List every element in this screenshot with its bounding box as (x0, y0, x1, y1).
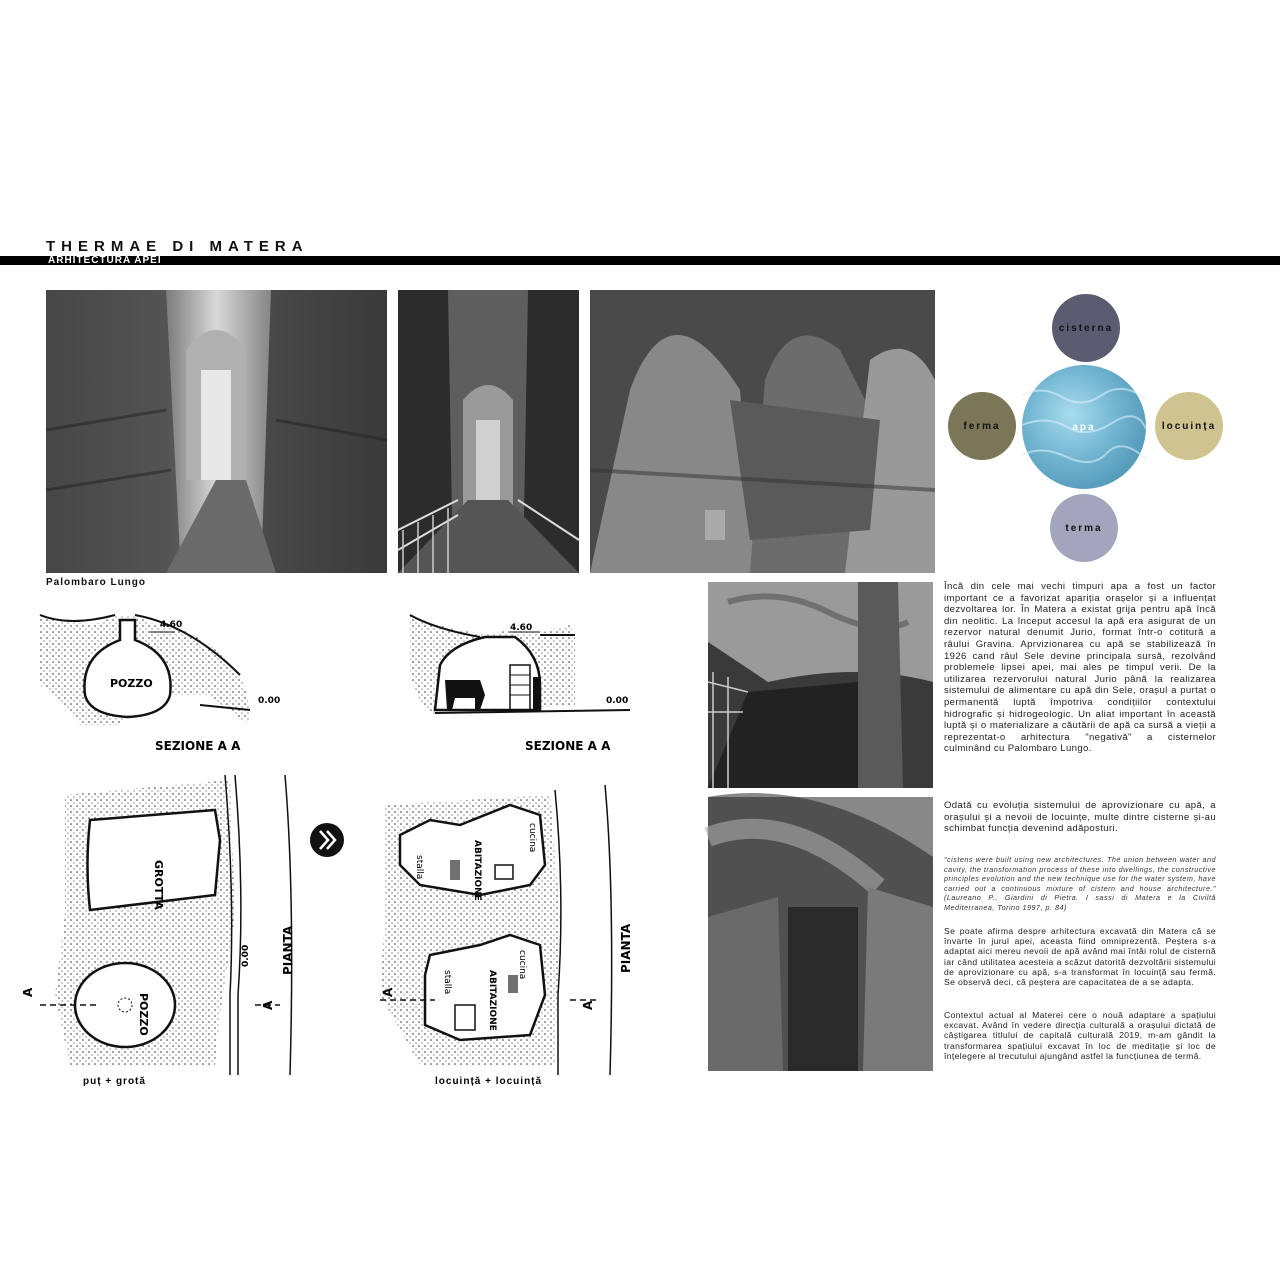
cistern-photo-2 (398, 290, 579, 573)
pozzo-label: POZZO (110, 677, 153, 690)
elev-left-bottom: 0.00 (258, 696, 281, 706)
abitazione-label-bottom: ABITAZIONE (487, 970, 497, 1031)
section-label-left: SEZIONE A A (155, 739, 241, 753)
page-subtitle: ARHITECTURA APEI (48, 255, 162, 266)
caption-right: locuință + locuință (435, 1076, 543, 1087)
diagram-label-terma: terma (1065, 522, 1103, 534)
cucina-label-bottom: cucina (517, 950, 527, 980)
text-paragraph-1: Încă din cele mai vechi timpuri apa a fost un factor important ce a favorizat apariția orașelor și a influențat dezvoltarea lor. În Matera a existat grija pentru apă încă din neolitic. La început accesul la apă era asigurat de un rezervor natural denumit Jurio, format într-o cotitură a râului Gravina. Aprvizionarea cu apă se stabilizează în 1926 cand râul Sele devine principala sursă, rezolvând problemele lipsei apei, mai ales pe timpul verii. De la utilizarea rezervorului natural Jurio până la realizarea sistemului de alimentare cu apă din Sele, orașul a purtat o permanentă luptă împotriva condițiilor contextului hidrografic și hidrogeologic. Un aliat important în această luptă și o materializare a căutării de apă ca sursă a vieții a reprezentat-o arhitectura "negativă" a cisternelor culminând cu Palombaro Lungo. (944, 581, 1216, 755)
cucina-label-top: cucina (527, 823, 537, 853)
diagram-circle-cisterna (1052, 294, 1120, 362)
section-left (40, 615, 250, 725)
a-label-left-2: A (261, 1000, 275, 1010)
diagram-label-cisterna: cisterna (1058, 322, 1114, 334)
plan-right (380, 785, 612, 1075)
header-bar (0, 256, 1280, 265)
elev-right-top: 4.60 (510, 623, 533, 633)
grotta-label: GROTTA (152, 860, 165, 910)
elev-right-bottom: 0.00 (606, 696, 629, 706)
text-paragraph-3: Se poate afirma despre arhitectura excavată din Matera că se învarte în jurul apei, aceasta fiind omniprezentă. Peștera s-a adaptat aici mereu nevoii de apă având mai întâi rolul de cisternă iar când utilitatea acesteia a scăzut datorită dezvoltării sistemului de aprovizionare cu apă, s-a transformat în locuință sau fermă. Se observă deci, că peștera are capacitatea de a se adapta. (944, 926, 1216, 988)
diagram-circle-locuinta (1155, 392, 1223, 460)
cistern-photo-5 (708, 797, 933, 1071)
pianta-label-right: PIANTA (619, 923, 633, 973)
elev-plan: 0.00 (241, 944, 251, 967)
a-label-right: A (381, 987, 395, 997)
diagram-circle-apa (1022, 365, 1146, 489)
cistern-photo-4 (708, 582, 933, 788)
text-paragraph-4: Contextul actual al Materei cere o nouă adaptare a spațiului excavat. Având în vedere direcția culturală a orașului dictată de câștigarea titlului de capitală culturală 2019, m-am gândit la transformarea spațiului excavat în loc de meditație și loc de înțelegere al trecutului ajungând astfel la funcțiunea de termă. (944, 1010, 1216, 1061)
photo-caption: Palombaro Lungo (46, 577, 146, 588)
chevron-right-icon (310, 823, 344, 857)
elev-left-top: 4.60 (160, 620, 183, 630)
stalla-label-bottom: stalla (442, 970, 452, 995)
diagram-label-locuinta: locuința (1161, 420, 1217, 432)
page-title: THERMAE DI MATERA (46, 238, 309, 255)
plan-left (40, 775, 292, 1075)
diagram-circle-terma (1050, 494, 1118, 562)
diagram-circle-ferma (948, 392, 1016, 460)
caption-left: puț + grotă (83, 1076, 146, 1087)
diagram-label-apa: apa (1072, 421, 1096, 433)
abitazione-label-top: ABITAZIONE (472, 840, 482, 901)
stalla-label-top: stalla (414, 855, 424, 880)
a-label-left: A (21, 987, 35, 997)
sketches-panel (21, 595, 670, 1095)
cistern-photo-1 (46, 290, 387, 573)
pozzo-plan-label: POZZO (137, 993, 150, 1036)
a-label-right-2: A (581, 1000, 595, 1010)
cistern-photo-3 (590, 290, 935, 573)
diagram-label-ferma: ferma (963, 420, 1001, 432)
text-paragraph-2: Odată cu evoluția sistemului de aprovizionare cu apă, a orașului și a nevoii de locuințe, multe dintre cisterne și-au schimbat funcția devenind adăposturi. (944, 800, 1216, 835)
pianta-label-left: PIANTA (281, 925, 295, 975)
section-label-right: SEZIONE A A (525, 739, 611, 753)
text-quote: "cistens were built using new architectures. The union between water and cavity, the transformation process of these into dwellings, the constructive principles evolution and the new technique use for the water system, have carried out a continuous mixture of cistern and house architecture." (Laureano P., Giardini di Pietra. I sassi di Matera e la Civiltă Mediterranea, Torino 1997, p. 84) (944, 855, 1216, 912)
